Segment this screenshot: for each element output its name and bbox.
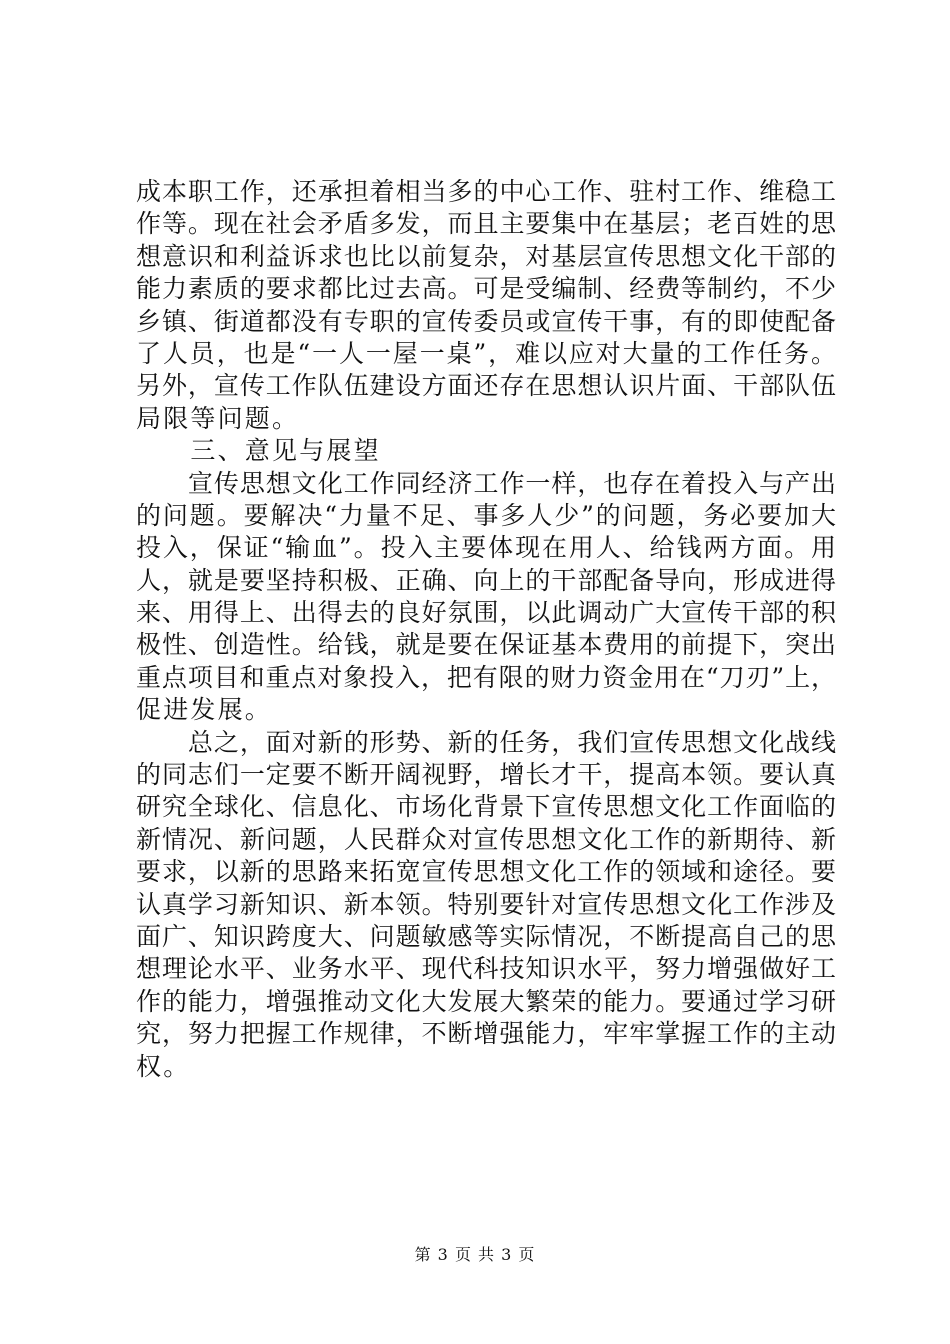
text-line: 的同志们一定要不断开阔视野，增长才干，提高本领。要认真 — [136, 760, 836, 790]
text-line: 要求，以新的思路来拓宽宣传思想文化工作的领域和途径。要 — [136, 857, 836, 887]
text-line: 想理论水平、业务水平、现代科技知识水平，努力增强做好工 — [136, 954, 836, 984]
page-number-footer: 第 3 页 共 3 页 — [414, 1245, 536, 1264]
text-line: 研究全球化、信息化、市场化背景下宣传思想文化工作面临的 — [136, 792, 836, 822]
text-line: 来、用得上、出得去的良好氛围，以此调动广大宣传干部的积 — [136, 598, 836, 628]
text-line: 极性、创造性。给钱，就是要在保证基本费用的前提下，突出 — [136, 630, 836, 660]
text-line: 另外，宣传工作队伍建设方面还存在思想认识片面、干部队伍 — [136, 371, 836, 401]
text-line: 局限等问题。 — [136, 403, 300, 433]
section-heading: 三、意见与展望 — [136, 436, 381, 466]
text-line: 想意识和利益诉求也比以前复杂，对基层宣传思想文化干部的 — [136, 241, 836, 271]
text-line: 重点项目和重点对象投入，把有限的财力资金用在“刀刃”上， — [136, 662, 836, 692]
text-line: 乡镇、街道都没有专职的宣传委员或宣传干事，有的即使配备 — [136, 306, 836, 336]
document-body — [136, 176, 836, 1083]
text-line: 能力素质的要求都比过去高。可是受编制、经费等制约，不少 — [136, 274, 836, 304]
text-line: 作等。现在社会矛盾多发，而且主要集中在基层；老百姓的思 — [136, 209, 836, 239]
text-line: 认真学习新知识、新本领。特别要针对宣传思想文化工作涉及 — [136, 889, 836, 919]
text-line: 面广、知识跨度大、问题敏感等实际情况，不断提高自己的思 — [136, 921, 836, 951]
text-line: 成本职工作，还承担着相当多的中心工作、驻村工作、维稳工 — [136, 177, 836, 206]
text-line: 作的能力，增强推动文化大发展大繁荣的能力。要通过学习研 — [136, 986, 836, 1016]
text-line: 权。 — [136, 1051, 191, 1081]
text-line: 究，努力把握工作规律，不断增强能力，牢牢掌握工作的主动 — [136, 1019, 836, 1049]
text-line: 宣传思想文化工作同经济工作一样，也存在着投入与产出 — [136, 468, 836, 498]
text-line: 促进发展。 — [136, 695, 273, 725]
text-line: 投入，保证“输血”。投入主要体现在用人、给钱两方面。用 — [136, 533, 836, 563]
text-line: 了人员，也是“一人一屋一桌”，难以应对大量的工作任务。 — [136, 338, 836, 368]
text-line: 人，就是要坚持积极、正确、向上的干部配备导向，形成进得 — [136, 565, 836, 595]
text-line: 的问题。要解决“力量不足、事多人少”的问题，务必要加大 — [136, 500, 836, 530]
text-line: 新情况、新问题，人民群众对宣传思想文化工作的新期待、新 — [136, 824, 836, 854]
text-line: 总之，面对新的形势、新的任务，我们宣传思想文化战线 — [136, 727, 836, 757]
